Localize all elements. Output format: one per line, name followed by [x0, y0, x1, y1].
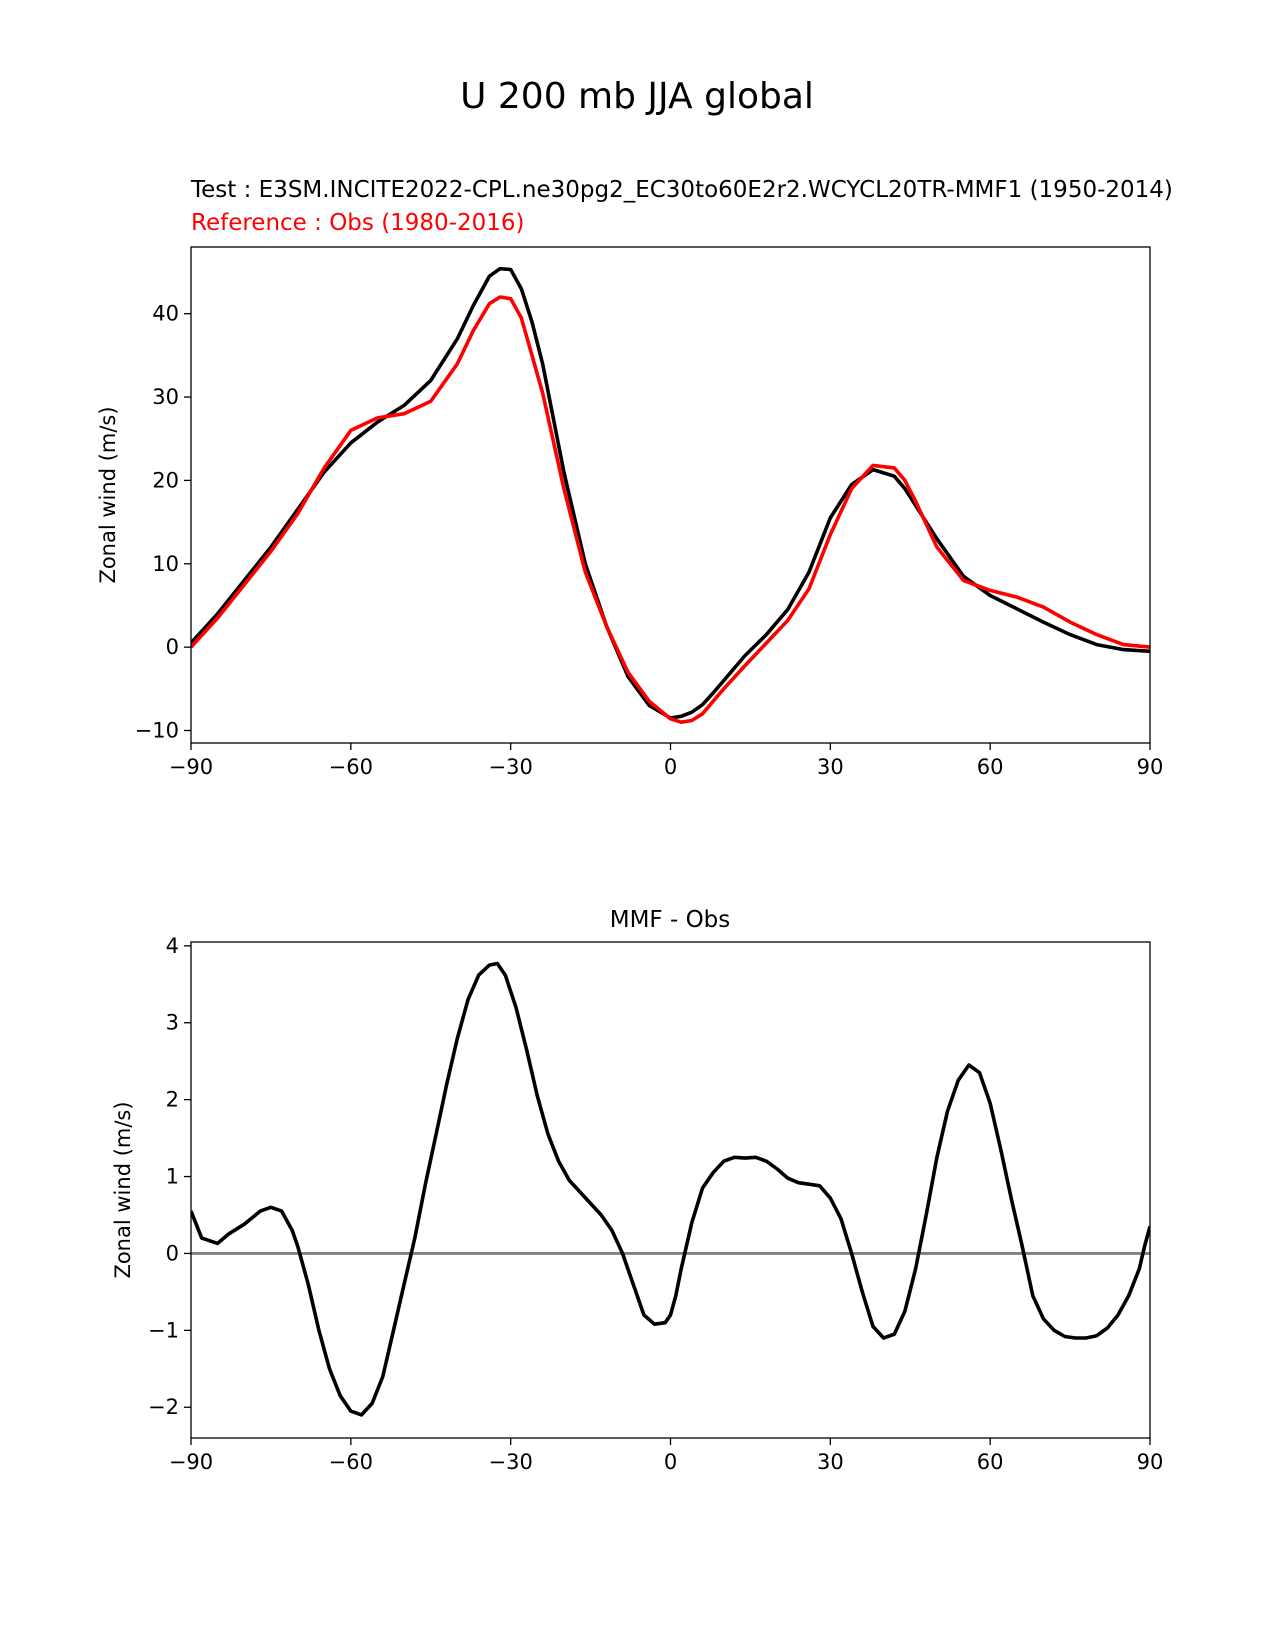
top-x-tick-label: 90 — [1136, 755, 1164, 779]
bottom-chart-title: MMF - Obs — [609, 907, 731, 933]
top-x-tick-label: 0 — [663, 755, 678, 779]
bottom-x-tick-label: −30 — [488, 1450, 533, 1474]
bottom-y-tick-label: 0 — [165, 1241, 179, 1266]
top-x-tick-label: −90 — [168, 755, 214, 779]
top-y-tick-label: 20 — [152, 468, 179, 493]
bottom-x-tick-label: 0 — [663, 1450, 678, 1474]
top-x-tick-label: −60 — [328, 755, 373, 779]
top-x-tick-label: −30 — [488, 755, 533, 779]
bottom-x-tick-label: 30 — [816, 1450, 844, 1474]
top-y-tick-label: 10 — [152, 551, 179, 576]
top-y-tick-label: 40 — [152, 301, 179, 326]
bottom-x-tick-label: −90 — [168, 1450, 214, 1474]
bottom-y-axis-label: Zonal wind (m/s) — [111, 1101, 135, 1279]
bottom-x-tick-label: 90 — [1136, 1450, 1164, 1474]
bottom-y-tick-label: 3 — [165, 1010, 179, 1035]
test-label: Test : E3SM.INCITE2022-CPL.ne30pg2_EC30to60E2r2.WCYCL20TR-MMF1 (1950-2014) — [191, 177, 1173, 203]
top-y-tick-label: 0 — [165, 635, 179, 660]
bottom-x-tick-label: 60 — [976, 1450, 1004, 1474]
top-y-tick-label: −10 — [134, 718, 179, 743]
top-y-tick-label: 30 — [152, 385, 179, 410]
top-x-tick-label: 30 — [816, 755, 844, 779]
top-y-axis-label: Zonal wind (m/s) — [96, 406, 120, 584]
reference-label: Reference : Obs (1980-2016) — [191, 210, 525, 236]
bottom-y-tick-label: 4 — [165, 933, 179, 958]
bottom-y-tick-label: 1 — [165, 1164, 179, 1189]
bottom-y-tick-label: −1 — [148, 1318, 179, 1343]
bottom-y-tick-label: −2 — [148, 1395, 179, 1420]
top-x-tick-label: 60 — [976, 755, 1004, 779]
bottom-y-tick-label: 2 — [165, 1087, 179, 1112]
figure-title: U 200 mb JJA global — [460, 76, 814, 117]
bottom-x-tick-label: −60 — [328, 1450, 373, 1474]
